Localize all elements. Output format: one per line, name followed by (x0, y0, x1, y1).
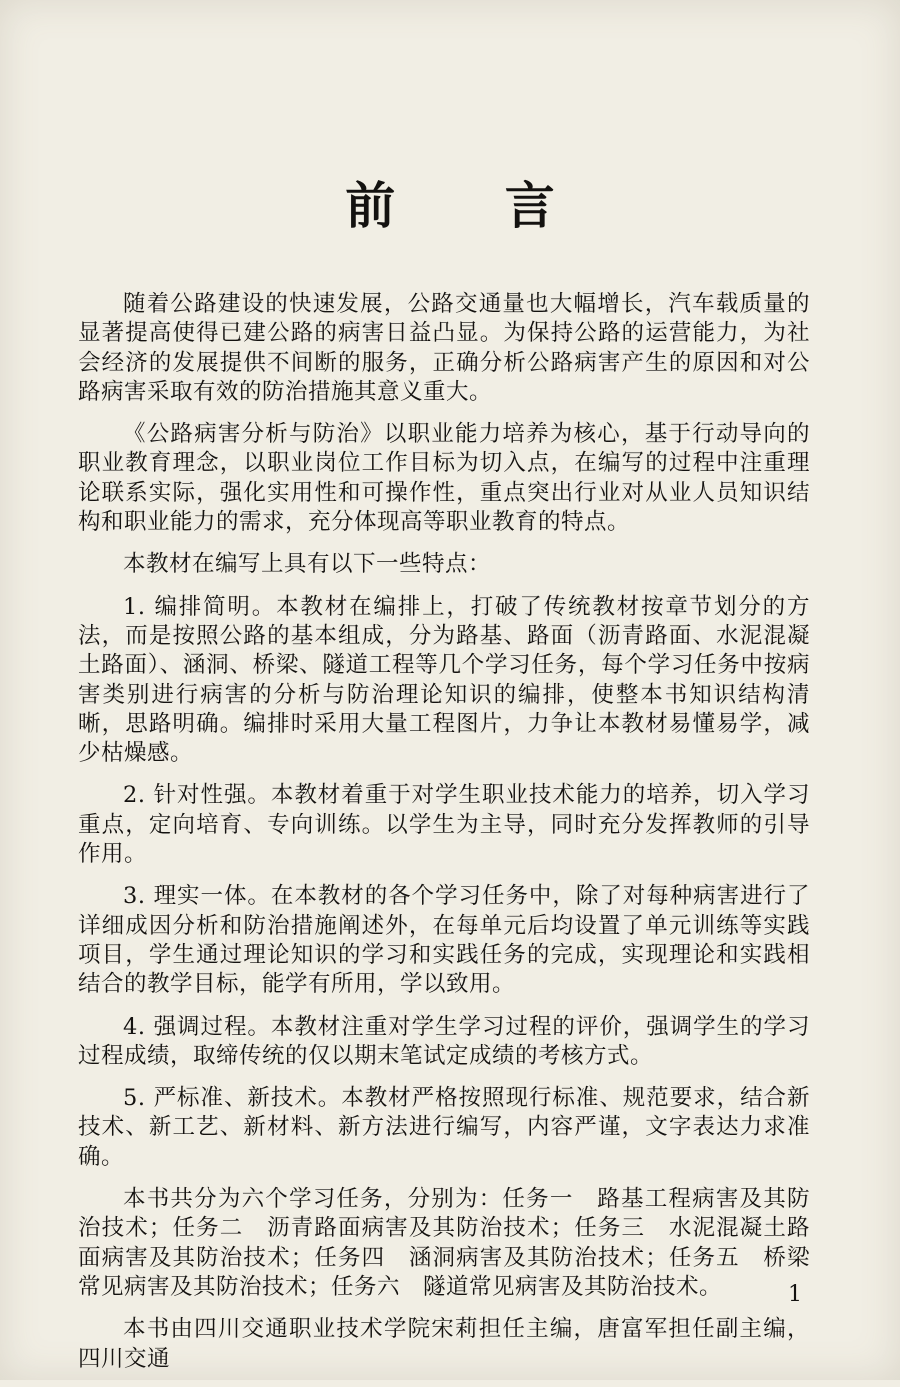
page-title: 前 言 (345, 177, 601, 235)
paragraph: 2. 针对性强。本教材着重于对学生职业技术能力的培养，切入学习重点，定向培育、专向训练。以学生为主导，同时充分发挥教师的引导作用。 (78, 782, 810, 868)
body-text (78, 290, 810, 1387)
paragraph: 本书由四川交通职业技术学院宋莉担任主编，唐富军担任副主编，四川交通 (78, 1316, 810, 1372)
paragraph: 1. 编排简明。本教材在编排上，打破了传统教材按章节划分的方法，而是按照公路的基本组成，分为路基、路面（沥青路面、水泥混凝土路面）、涵洞、桥梁、隧道工程等几个学习任务，每个学习任务中按病害类别进行病害的分析与防治理论知识的编排，使整本书知识结构清晰，思路明确。编排时采用大量工程图片，力争让本教材易懂易学，减少枯燥感。 (78, 593, 810, 767)
page-number: 1 (788, 1282, 802, 1307)
paragraph: 本教材在编写上具有以下一些特点： (123, 551, 492, 578)
paragraph: 本书共分为六个学习任务，分别为：任务一 路基工程病害及其防治技术；任务二 沥青路面病害及其防治技术；任务三 水泥混凝土路面病害及其防治技术；任务四 涵洞病害及其防治技术；任务五 桥梁常见病害及其防治技术；任务六 隧道常见病害及其防治技术。 (78, 1186, 810, 1300)
paragraph: 《公路病害分析与防治》以职业能力培养为核心，基于行动导向的职业教育理念，以职业岗位工作目标为切入点，在编写的过程中注重理论联系实际，强化实用性和可操作性，重点突出行业对从业人员知识结构和职业能力的需求，充分体现高等职业教育的特点。 (78, 421, 810, 536)
paragraph: 3. 理实一体。在本教材的各个学习任务中，除了对每种病害进行了详细成因分析和防治措施阐述外，在每单元后均设置了单元训练等实践项目，学生通过理论知识的学习和实践任务的完成，实现理论和实践相结合的教学目标，能学有所用，学以致用。 (78, 883, 810, 998)
paragraph: 随着公路建设的快速发展，公路交通量也大幅增长，汽车载质量的显著提高使得已建公路的病害日益凸显。为保持公路的运营能力，为社会经济的发展提供不间断的服务，正确分析公路病害产生的原因和对公路病害采取有效的防治措施其意义重大。 (78, 291, 810, 405)
paragraph: 4. 强调过程。本教材注重对学生学习过程的评价，强调学生的学习过程成绩，取缔传统的仅以期末笔试定成绩的考核方式。 (78, 1013, 810, 1069)
paragraph: 5. 严标准、新技术。本教材严格按照现行标准、规范要求，结合新技术、新工艺、新材料、新方法进行编写，内容严谨，文字表达力求准确。 (78, 1085, 810, 1170)
